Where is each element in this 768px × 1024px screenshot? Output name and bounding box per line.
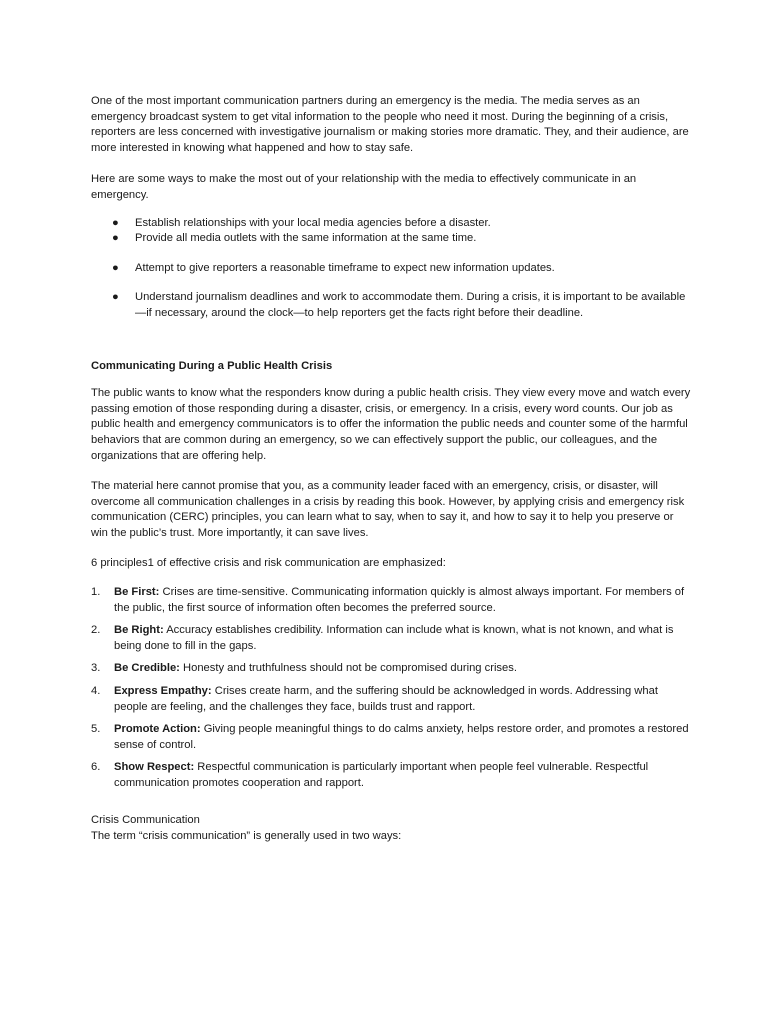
intro-paragraph: One of the most important communication partners during an emergency is the media. The media serves as an emergency broadcast system to get vital information to the people who need it most. During the beginning of a crisis, reporters are less concerned with investigative journalism or making stories more dramatic. They, and their audience, are more interested in knowing what happened and how to stay safe. <box>91 95 689 154</box>
crisis-term-paragraph: The term “crisis communication” is generally used in two ways: <box>91 830 402 843</box>
principle-text: Crises are time-sensitive. Communicating information quickly is almost always important. For members of the public, the first source of information often becomes the preferred source. <box>114 586 685 614</box>
bullet-icon: ● <box>112 216 119 229</box>
principle-term: Be First: <box>114 586 160 599</box>
list-item-text: Establish relationships with your local media agencies before a disaster. <box>135 216 491 229</box>
bullet-icon: ● <box>112 291 119 304</box>
list-number: 1. <box>91 586 101 599</box>
list-number: 5. <box>91 723 101 736</box>
list-item <box>91 261 691 277</box>
bullet-icon: ● <box>112 232 119 245</box>
list-item-text: Provide all media outlets with the same information at the same time. <box>135 232 477 245</box>
list-item-text: Understand journalism deadlines and work to accommodate them. During a crisis, it is important to be available—if necessary, around the clock—to help reporters get the facts right before their deadline. <box>135 291 686 319</box>
list-item <box>91 290 691 321</box>
document-body <box>91 94 691 845</box>
principle-term: Promote Action: <box>114 723 201 736</box>
list-item <box>91 760 691 791</box>
list-item-text: Attempt to give reporters a reasonable timeframe to expect new information updates. <box>135 261 555 274</box>
list-item <box>91 684 691 715</box>
principle-text: Crises create harm, and the suffering should be acknowledged in words. Addressing what people are feeling, and the challenges they face, builds trust and rapport. <box>114 685 658 713</box>
list-item <box>91 216 691 232</box>
list-item <box>91 231 691 247</box>
principle-text: Respectful communication is particularly important when people feel vulnerable. Respectful communication promotes cooperation and rapport. <box>114 761 649 789</box>
list-item <box>91 661 691 677</box>
list-number: 3. <box>91 662 101 675</box>
public-paragraph: The public wants to know what the responders know during a public health crisis. They view every move and watch every passing emotion of those responding during a disaster, crisis, or emergency. In a crisis, every word counts. Our job as public health and emergency communicators is to offer the information the public needs and counter some of the harmful behaviors that are common during an emergency, so we can effectively support the public, our colleagues, and the organizations that are offering help. <box>91 387 691 462</box>
list-item <box>91 722 691 753</box>
principle-text: Honesty and truthfulness should not be compromised during crises. <box>179 662 517 675</box>
list-number: 2. <box>91 624 101 637</box>
bullet-icon: ● <box>112 261 119 274</box>
list-item <box>91 585 691 616</box>
media-tips-list <box>91 216 691 322</box>
media-ways-paragraph: Here are some ways to make the most out of your relationship with the media to effectively communicate in an emergency. <box>91 173 637 201</box>
principle-text: Accuracy establishes credibility. Information can include what is known, what is not known, and what is being done to fill in the gaps. <box>114 624 674 652</box>
principle-text: Giving people meaningful things to do calms anxiety, helps restore order, and promotes a restored sense of control. <box>114 723 689 751</box>
principles-intro: 6 principles1 of effective crisis and risk communication are emphasized: <box>91 557 446 570</box>
principle-term: Be Credible: <box>114 662 180 675</box>
crisis-communication-heading: Crisis Communication <box>91 813 200 826</box>
material-paragraph: The material here cannot promise that you, as a community leader faced with an emergency, crisis, or disaster, will overcome all communication challenges in a crisis by reading this book. However, by applying crisis and emergency risk communication (CERC) principles, you can learn what to say, when to say it, and how to say it to help you preserve or win the public’s trust. More importantly, it can save lives. <box>91 480 685 539</box>
section-heading: Communicating During a Public Health Crisis <box>91 359 333 372</box>
list-item <box>91 623 691 654</box>
principle-term: Express Empathy: <box>114 685 212 698</box>
list-number: 6. <box>91 761 101 774</box>
principle-term: Be Right: <box>114 624 164 637</box>
principles-list <box>91 585 691 792</box>
principle-term: Show Respect: <box>114 761 195 774</box>
list-number: 4. <box>91 685 101 698</box>
